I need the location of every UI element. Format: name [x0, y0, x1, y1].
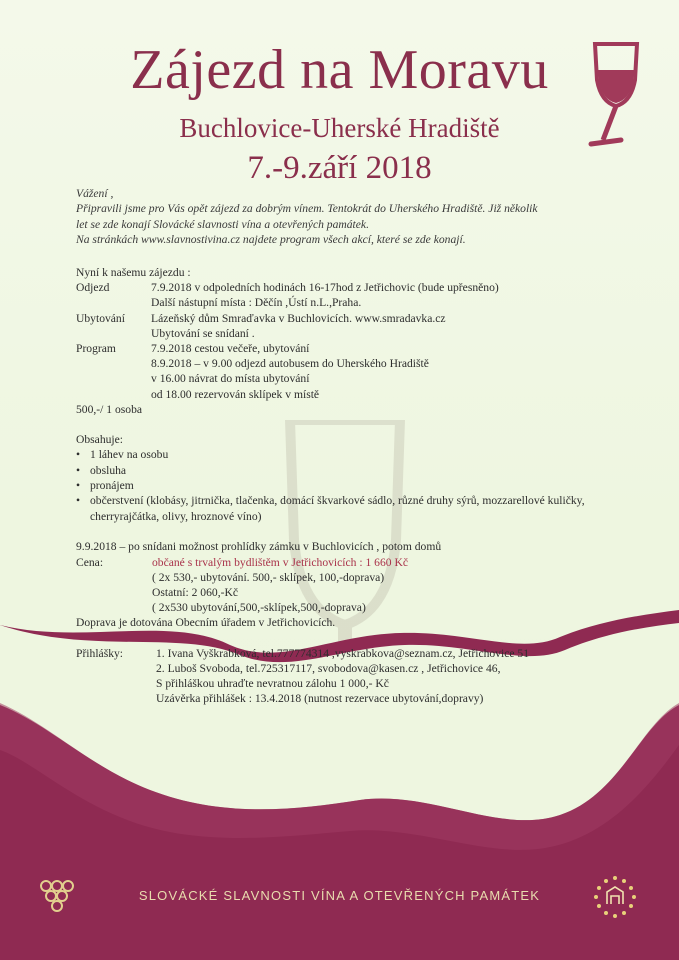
prihlasky-line: S přihláškou uhraďte nevratnou zálohu 1 000,- Kč — [156, 677, 389, 691]
ubytovani-value: Lázeňský dům Smraďavka v Buchlovicích. www.smradavka.cz — [151, 311, 446, 325]
intro-line: let se zde konají Slovácké slavnosti vína a otevřených památek. — [76, 217, 369, 231]
page-subtitle: Buchlovice-Uherské Hradiště — [179, 113, 500, 143]
prihlasky-line: 1. Ivana Vyškrabková, tel.777774314 ,vyskrabkova@seznam.cz, Jetřichovice 51 — [156, 646, 529, 660]
prihlasky-line: 2. Luboš Svoboda, tel.725317117, svobodova@kasen.cz , Jetřichovice 46, — [156, 661, 501, 675]
sunday-info: 9.9.2018 – po snídani možnost prohlídky zámku v Buchlovicích , potom domů — [76, 540, 442, 554]
price-residents-detail: ( 2x 530,- ubytování. 500,- sklípek, 100,-doprava) — [152, 570, 385, 584]
intro-line: Připravili jsme pro Vás opět zájezd za dobrým vínem. Tentokrát do Uherského Hradiště. Již několik — [76, 202, 538, 216]
program-value: v 16.00 návrat do místa ubytování — [151, 372, 310, 386]
intro-line: Vážení , — [76, 187, 114, 200]
list-item: • 1 láhev na osobu — [76, 447, 636, 462]
ubytovani-value: Ubytování se snídaní . — [151, 326, 255, 340]
intro-text — [76, 186, 636, 248]
list-item: • občerstvení (klobásy, jitrnička, tlačenka, domácí škvarkové sádlo, různé druhy sýrů, mozzarellové kuličky, cherryrajčátka, olivy, hroznové víno) — [76, 493, 636, 524]
list-item: • pronájem — [76, 478, 636, 493]
program-value: od 18.00 rezervován sklípek v místě — [151, 387, 320, 401]
odjezd-value: Další nástupní místa : Děčín ,Ústí n.L.,Praha. — [151, 296, 362, 310]
wine-glass-icon — [585, 40, 647, 150]
odjezd-label: Odjezd — [76, 281, 110, 295]
transport-subsidy: Doprava je dotována Obecním úřadem v Jetřichovicích. — [76, 616, 336, 630]
prihlasky-line: Uzávěrka přihlášek : 13.4.2018 (nutnost rezervace ubytování,dopravy) — [156, 692, 484, 706]
page-title: Zájezd na Moravu — [130, 39, 549, 101]
intro-line: Na stránkách www.slavnostivina.cz najdete program všech akcí, které se zde konají. — [76, 233, 466, 247]
footer-title: SLOVÁCKÉ SLAVNOSTI VÍNA A OTEVŘENÝCH PAMÁTEK — [138, 888, 541, 903]
obsahuje-heading: Obsahuje: — [76, 433, 124, 447]
program-value: 8.9.2018 – v 9.00 odjezd autobusem do Uherského Hradiště — [151, 357, 429, 371]
program-value: 7.9.2018 cestou večeře, ubytování — [151, 341, 310, 355]
eu-stars-logo-icon — [592, 874, 638, 920]
cena-label: Cena: — [76, 555, 104, 569]
trip-details — [76, 265, 636, 707]
price-residents: občané s trvalým bydlištěm v Jetřichovicích : 1 660 Kč — [152, 555, 408, 569]
event-date: 7.-9.září 2018 — [247, 150, 432, 186]
program-label: Program — [76, 341, 116, 355]
details-heading: Nyní k našemu zájezdu : — [76, 266, 191, 279]
price-per-person: 500,-/ 1 osoba — [76, 402, 143, 416]
price-others: Ostatní: 2 060,-Kč — [152, 586, 238, 600]
obsahuje-list — [76, 447, 636, 524]
list-item: • obsluha — [76, 463, 636, 478]
price-others-detail: ( 2x530 ubytování,500,-sklípek,500,-doprava) — [152, 601, 366, 615]
ubytovani-label: Ubytování — [76, 311, 125, 325]
odjezd-value: 7.9.2018 v odpoledních hodinách 16-17hod z Jetřichovic (bude upřesněno) — [151, 281, 499, 295]
prihlasky-label: Přihlášky: — [76, 646, 124, 660]
